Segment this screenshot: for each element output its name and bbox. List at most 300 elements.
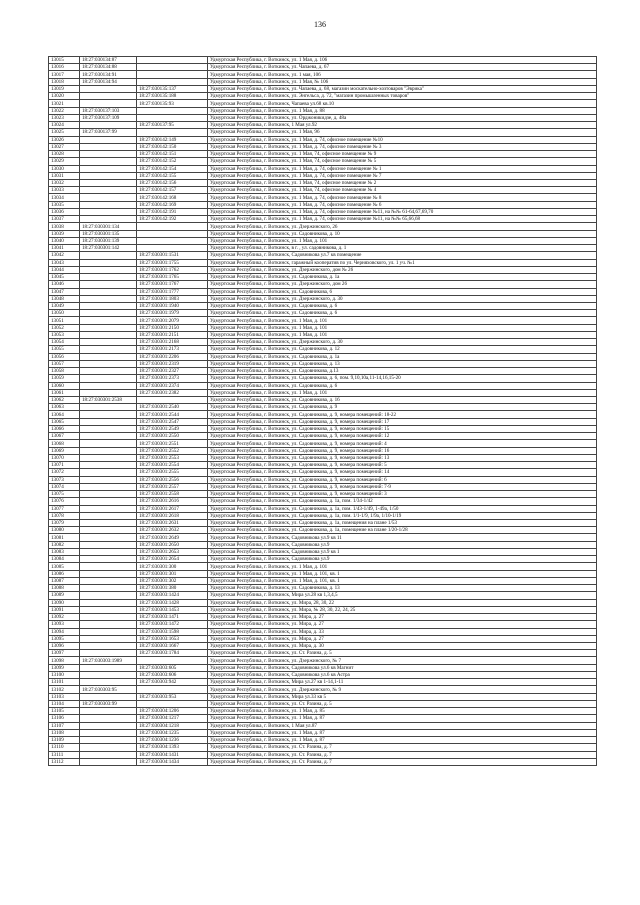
address-cell: Удмуртская Республика, г. Воткинск, Садовникова ул.6 кв Магнит <box>208 664 597 671</box>
land-cadastral-number-cell <box>80 310 137 317</box>
row-number-cell: 13062 <box>49 397 80 404</box>
building-cadastral-number-cell: 18:27:030301:2632 <box>137 527 208 534</box>
row-number-cell: 13057 <box>49 360 80 367</box>
land-cadastral-number-cell <box>80 187 137 194</box>
land-cadastral-number-cell <box>80 252 137 259</box>
table-row <box>49 520 597 527</box>
address-cell: Удмуртская Республика, г. Воткинск, ул. 1 Мая, д. 88 <box>208 107 597 114</box>
table-row <box>49 505 597 512</box>
land-cadastral-number-cell <box>80 425 137 432</box>
row-number-cell: 13080 <box>49 527 80 534</box>
address-cell: Удмуртская Республика, г. Воткинск, ул. Ст. Разина, д. 7 <box>208 751 597 758</box>
table-row <box>49 635 597 642</box>
land-cadastral-number-cell <box>80 346 137 353</box>
building-cadastral-number-cell: 18:27:030303:1784 <box>137 650 208 657</box>
address-cell: Удмуртская Республика, г. Воткинск, ул. Садовникова, д. 9 <box>208 404 597 411</box>
table-row <box>49 534 597 541</box>
land-cadastral-number-cell <box>80 628 137 635</box>
land-cadastral-number-cell <box>80 592 137 599</box>
land-cadastral-number-cell <box>80 158 137 165</box>
table-row <box>49 433 597 440</box>
land-cadastral-number-cell: 18:27:030301:142 <box>80 245 137 252</box>
address-cell: Удмуртская Республика, г. Воткинск, ул. 1 Мая, 96 <box>208 129 597 136</box>
building-cadastral-number-cell: 18:27:030303:1471 <box>137 614 208 621</box>
row-number-cell: 13036 <box>49 208 80 215</box>
land-cadastral-number-cell <box>80 462 137 469</box>
address-cell: Удмуртская Республика, г. Воткинск, ул. Садовникова, д. 1а <box>208 353 597 360</box>
address-cell: Удмуртская Республика, г. Воткинск, ул. Мира, д. 30 <box>208 642 597 649</box>
land-cadastral-number-cell <box>80 454 137 461</box>
table-row <box>49 324 597 331</box>
address-cell: Удмуртская Республика, г. Воткинск, ул. Садовникова, д. 12 <box>208 346 597 353</box>
row-number-cell: 13069 <box>49 447 80 454</box>
table-row <box>49 114 597 121</box>
row-number-cell: 13016 <box>49 64 80 71</box>
table-row <box>49 295 597 302</box>
address-cell: Удмуртская Республика, г. Воткинск, ул. Чапаева, д. 67 <box>208 64 597 71</box>
address-cell: Удмуртская Республика, г. Воткинск, ул. Садовникова, 6 <box>208 288 597 295</box>
building-cadastral-number-cell: 18:27:030301:2654 <box>137 556 208 563</box>
table-row <box>49 230 597 237</box>
building-cadastral-number-cell: 18:27:030301:2553 <box>137 454 208 461</box>
land-cadastral-number-cell: 18:27:030137:103 <box>80 107 137 114</box>
land-cadastral-number-cell <box>80 165 137 172</box>
building-cadastral-number-cell: 18:27:030301:2556 <box>137 476 208 483</box>
table-row <box>49 599 597 606</box>
land-cadastral-number-cell <box>80 548 137 555</box>
table-row <box>49 512 597 519</box>
address-cell: Удмуртская Республика, г. Воткинск, ул. Орджоникидзе, д. 48а <box>208 114 597 121</box>
building-cadastral-number-cell <box>137 78 208 85</box>
table-row <box>49 491 597 498</box>
building-cadastral-number-cell: 18:27:030301:2649 <box>137 534 208 541</box>
table-row <box>49 585 597 592</box>
table-row <box>49 245 597 252</box>
land-cadastral-number-cell <box>80 744 137 751</box>
row-number-cell: 13031 <box>49 172 80 179</box>
building-cadastral-number-cell <box>137 245 208 252</box>
table-row <box>49 664 597 671</box>
land-cadastral-number-cell <box>80 708 137 715</box>
address-cell: Удмуртская Республика, г. Воткинск, ул. Мира, д. 27 <box>208 635 597 642</box>
building-cadastral-number-cell: 18:27:030301:1803 <box>137 295 208 302</box>
address-cell: Удмуртская Республика, г. Воткинск, ул. Садовникова, д. 1а, пом. 1/43-1/49, 1-49а, 1/50 <box>208 505 597 512</box>
land-cadastral-number-cell <box>80 85 137 92</box>
table-row <box>49 201 597 208</box>
address-cell: Удмуртская Республика, г. Воткинск, ул. 1 Мая, д. 87 <box>208 729 597 736</box>
building-cadastral-number-cell: 18:27:030301:2551 <box>137 440 208 447</box>
table-row <box>49 469 597 476</box>
building-cadastral-number-cell: 18:27:030301:380 <box>137 585 208 592</box>
row-number-cell: 13023 <box>49 114 80 121</box>
row-number-cell: 13053 <box>49 331 80 338</box>
address-cell: Удмуртская Республика, г. Воткинск, ул. Садовникова, д. 13 <box>208 360 597 367</box>
building-cadastral-number-cell: 18:27:030301:1765 <box>137 274 208 281</box>
table-row <box>49 331 597 338</box>
table-row <box>49 418 597 425</box>
land-cadastral-number-cell <box>80 404 137 411</box>
land-cadastral-number-cell <box>80 295 137 302</box>
table-row <box>49 382 597 389</box>
row-number-cell: 13040 <box>49 237 80 244</box>
land-cadastral-number-cell: 18:27:030134:91 <box>80 71 137 78</box>
land-cadastral-number-cell <box>80 614 137 621</box>
row-number-cell: 13039 <box>49 230 80 237</box>
building-cadastral-number-cell: 18:27:030301:1755 <box>137 259 208 266</box>
address-cell: Удмуртская Республика, г. Воткинск, ул. Садовникова, д. 1а, помещения на плане 1/53 <box>208 520 597 527</box>
table-row <box>49 751 597 758</box>
table-row <box>49 715 597 722</box>
address-cell: Удмуртская Республика, г. Воткинск, Садовникова ул.9 <box>208 541 597 548</box>
land-cadastral-number-cell <box>80 411 137 418</box>
table-row <box>49 650 597 657</box>
table-row <box>49 527 597 534</box>
row-number-cell: 13035 <box>49 201 80 208</box>
building-cadastral-number-cell: 18:27:030301:2374 <box>137 382 208 389</box>
row-number-cell: 13087 <box>49 577 80 584</box>
row-number-cell: 13025 <box>49 129 80 136</box>
building-cadastral-number-cell <box>137 700 208 707</box>
table-row <box>49 151 597 158</box>
row-number-cell: 13108 <box>49 729 80 736</box>
land-cadastral-number-cell: 18:27:030303:99 <box>80 700 137 707</box>
address-cell: Удмуртская Республика, г. Воткинск, ул. 1 мая, 106 <box>208 71 597 78</box>
land-cadastral-number-cell <box>80 324 137 331</box>
building-cadastral-number-cell: 18:27:030142:169 <box>137 201 208 208</box>
building-cadastral-number-cell: 18:27:030303:1453 <box>137 606 208 613</box>
building-cadastral-number-cell: 18:27:030301:2616 <box>137 498 208 505</box>
land-cadastral-number-cell: 18:27:030137:99 <box>80 129 137 136</box>
land-cadastral-number-cell <box>80 534 137 541</box>
building-cadastral-number-cell: 18:27:030301:2150 <box>137 324 208 331</box>
land-cadastral-number-cell: 18:27:030303:95 <box>80 686 137 693</box>
row-number-cell: 13086 <box>49 570 80 577</box>
building-cadastral-number-cell: 18:27:030303:1424 <box>137 592 208 599</box>
address-cell: Удмуртская Республика, г. Воткинск, ул. Энгельса, д. 72, "магазин промышленных товаров" <box>208 93 597 100</box>
row-number-cell: 13018 <box>49 78 80 85</box>
building-cadastral-number-cell: 18:27:030301:2540 <box>137 404 208 411</box>
land-cadastral-number-cell <box>80 469 137 476</box>
address-cell: Удмуртская Республика, г. Воткинск, ул. Мира, 28, 30, 22 <box>208 599 597 606</box>
address-cell: Удмуртская Республика, г. Воткинск, ул. Садовникова, д. 1а, пом. 1/34-1/42 <box>208 498 597 505</box>
building-cadastral-number-cell: 18:27:030301:2558 <box>137 491 208 498</box>
row-number-cell: 13041 <box>49 245 80 252</box>
land-cadastral-number-cell <box>80 679 137 686</box>
address-cell: Удмуртская Республика, г. Воткинск, ул. Мира, д. 33 <box>208 628 597 635</box>
row-number-cell: 13019 <box>49 85 80 92</box>
building-cadastral-number-cell: 18:27:030135:93 <box>137 100 208 107</box>
row-number-cell: 13076 <box>49 498 80 505</box>
row-number-cell: 13081 <box>49 534 80 541</box>
address-cell: Удмуртская Республика, г. Воткинск, ул. 1 Мая, д. 101 <box>208 331 597 338</box>
property-register-table <box>48 56 597 766</box>
address-cell: Удмуртская Республика, г. Воткинск, Садовникова ул.9 <box>208 556 597 563</box>
table-row <box>49 281 597 288</box>
row-number-cell: 13079 <box>49 520 80 527</box>
address-cell: Удмуртская Республика, г. Воткинск, ул. Дзержинского, № 7 <box>208 657 597 664</box>
building-cadastral-number-cell: 18:27:030142:154 <box>137 165 208 172</box>
address-cell: Удмуртская Республика, г. Воткинск, Садовникова ул.9 кв 11 <box>208 534 597 541</box>
table-row <box>49 302 597 309</box>
table-row <box>49 404 597 411</box>
address-cell: Удмуртская Республика, г. Воткинск, ул. 1 Мая, д. 74, офисное помещение № 7 <box>208 172 597 179</box>
building-cadastral-number-cell: 18:27:030303:1472 <box>137 621 208 628</box>
row-number-cell: 13071 <box>49 462 80 469</box>
address-cell: Удмуртская Республика, г. Воткинск, ул. Садовникова, д. 10 <box>208 230 597 237</box>
address-cell: Удмуртская Республика, г. Воткинск, ул. 1 Мая, д. 101 <box>208 237 597 244</box>
building-cadastral-number-cell: 18:27:030304:1393 <box>137 744 208 751</box>
address-cell: Удмуртская Республика, г. Воткинск, ул. Чапаева, д. 68, магазин москательно-хозтоваров "Эврика" <box>208 85 597 92</box>
building-cadastral-number-cell: 18:27:030301:2544 <box>137 411 208 418</box>
row-number-cell: 13050 <box>49 310 80 317</box>
land-cadastral-number-cell <box>80 274 137 281</box>
row-number-cell: 13093 <box>49 621 80 628</box>
table-row <box>49 476 597 483</box>
table-row <box>49 606 597 613</box>
address-cell: Удмуртская Республика, г. Воткинск, ул. Садовникова, д. 1а, пом. 1/1-1/9, 1/9а, 1/10-1/19 <box>208 512 597 519</box>
table-row <box>49 165 597 172</box>
address-cell: Удмуртская Республика, г. Воткинск, ул. Садовникова, д. 9, номера помещений: 4 <box>208 440 597 447</box>
row-number-cell: 13074 <box>49 483 80 490</box>
address-cell: Удмуртская Республика, г. Воткинск, ул. Садовникова, д. 6 <box>208 302 597 309</box>
land-cadastral-number-cell <box>80 491 137 498</box>
row-number-cell: 13059 <box>49 375 80 382</box>
building-cadastral-number-cell: 18:27:030304:1217 <box>137 715 208 722</box>
row-number-cell: 13044 <box>49 266 80 273</box>
row-number-cell: 13084 <box>49 556 80 563</box>
table-row <box>49 129 597 136</box>
table-row <box>49 85 597 92</box>
land-cadastral-number-cell <box>80 288 137 295</box>
table-row <box>49 541 597 548</box>
row-number-cell: 13033 <box>49 187 80 194</box>
table-row <box>49 462 597 469</box>
land-cadastral-number-cell <box>80 259 137 266</box>
address-cell: Удмуртская Республика, г. Воткинск, ул. Дзержинского, 26 <box>208 223 597 230</box>
table-row <box>49 71 597 78</box>
table-row <box>49 179 597 186</box>
row-number-cell: 13083 <box>49 548 80 555</box>
land-cadastral-number-cell: 18:27:030134:94 <box>80 78 137 85</box>
table-row <box>49 375 597 382</box>
land-cadastral-number-cell <box>80 570 137 577</box>
table-row <box>49 570 597 577</box>
address-cell: Удмуртская Республика, г. Воткинск, ул. 1 Мая, 74, офисное помещение № 2 <box>208 179 597 186</box>
table-row <box>49 172 597 179</box>
land-cadastral-number-cell: 18:27:030303:1989 <box>80 657 137 664</box>
row-number-cell: 13107 <box>49 722 80 729</box>
land-cadastral-number-cell <box>80 599 137 606</box>
row-number-cell: 13052 <box>49 324 80 331</box>
land-cadastral-number-cell <box>80 563 137 570</box>
row-number-cell: 13101 <box>49 679 80 686</box>
building-cadastral-number-cell: 18:27:030303:606 <box>137 671 208 678</box>
row-number-cell: 13063 <box>49 404 80 411</box>
land-cadastral-number-cell <box>80 100 137 107</box>
row-number-cell: 13042 <box>49 252 80 259</box>
land-cadastral-number-cell <box>80 317 137 324</box>
row-number-cell: 13015 <box>49 57 80 64</box>
table-body <box>49 57 597 766</box>
row-number-cell: 13046 <box>49 281 80 288</box>
address-cell: Удмуртская Республика, г. Воткинск, ул. 1 Мая, 74, офисное помещение № 9 <box>208 151 597 158</box>
address-cell: Удмуртская Республика, г. Воткинск, ул. Дзержинского, дом № 26 <box>208 266 597 273</box>
building-cadastral-number-cell: 18:27:030301:2554 <box>137 462 208 469</box>
building-cadastral-number-cell <box>137 107 208 114</box>
address-cell: Удмуртская Республика, г. Воткинск, Мира ул.33 кв 5 <box>208 693 597 700</box>
row-number-cell: 13088 <box>49 585 80 592</box>
land-cadastral-number-cell <box>80 208 137 215</box>
table-row <box>49 100 597 107</box>
building-cadastral-number-cell: 18:27:030142:155 <box>137 172 208 179</box>
table-row <box>49 274 597 281</box>
address-cell: Удмуртская Республика, г. Воткинск, ул. Садовникова, д. 16 <box>208 397 597 404</box>
row-number-cell: 13051 <box>49 317 80 324</box>
table-row <box>49 737 597 744</box>
table-row <box>49 216 597 223</box>
row-number-cell: 13068 <box>49 440 80 447</box>
building-cadastral-number-cell: 18:27:030301:300 <box>137 563 208 570</box>
address-cell: Удмуртская Республика, г. Воткинск, ул. 1 Мая, д. 101 <box>208 389 597 396</box>
row-number-cell: 13034 <box>49 194 80 201</box>
land-cadastral-number-cell <box>80 527 137 534</box>
address-cell: Удмуртская Республика, г. Воткинск, Садовникова ул.6 кв Астра <box>208 671 597 678</box>
row-number-cell: 13065 <box>49 418 80 425</box>
table-row <box>49 758 597 765</box>
land-cadastral-number-cell <box>80 389 137 396</box>
land-cadastral-number-cell: 18:27:030301:135 <box>80 230 137 237</box>
row-number-cell: 13029 <box>49 158 80 165</box>
building-cadastral-number-cell: 18:27:030142:149 <box>137 136 208 143</box>
building-cadastral-number-cell: 18:27:030303:1653 <box>137 635 208 642</box>
address-cell: Удмуртская Республика, г. Воткинск, в г. , ул. садовникова, д. 1 <box>208 245 597 252</box>
address-cell: Удмуртская Республика, г. Воткинск, ул. Садовникова, д. 9, номера помещений: 18-22 <box>208 411 597 418</box>
row-number-cell: 13075 <box>49 491 80 498</box>
row-number-cell: 13112 <box>49 758 80 765</box>
building-cadastral-number-cell <box>137 129 208 136</box>
land-cadastral-number-cell <box>80 368 137 375</box>
land-cadastral-number-cell: 18:27:030301:139 <box>80 237 137 244</box>
table-row <box>49 411 597 418</box>
table-row <box>49 266 597 273</box>
land-cadastral-number-cell <box>80 194 137 201</box>
row-number-cell: 13111 <box>49 751 80 758</box>
land-cadastral-number-cell <box>80 201 137 208</box>
building-cadastral-number-cell: 18:27:030304:1434 <box>137 758 208 765</box>
table-row <box>49 339 597 346</box>
row-number-cell: 13049 <box>49 302 80 309</box>
address-cell: Удмуртская Республика, г. Воткинск, ул. Мира, д. 27 <box>208 614 597 621</box>
land-cadastral-number-cell <box>80 172 137 179</box>
address-cell: Удмуртская Республика, г. Воткинск, ул. Садовникова, д. 9, номера помещений: 15 <box>208 425 597 432</box>
row-number-cell: 13078 <box>49 512 80 519</box>
land-cadastral-number-cell <box>80 505 137 512</box>
building-cadastral-number-cell: 18:27:030301:1767 <box>137 281 208 288</box>
land-cadastral-number-cell <box>80 635 137 642</box>
table-row <box>49 368 597 375</box>
building-cadastral-number-cell: 18:27:030135:137 <box>137 85 208 92</box>
table-row <box>49 208 597 215</box>
address-cell: Удмуртская Республика, г. Воткинск, ул. 1 Мая, д. 74, офисное помещение № 8 <box>208 194 597 201</box>
row-number-cell: 13096 <box>49 642 80 649</box>
address-cell: Удмуртская Республика, г. Воткинск, 1 Мая ул.92 <box>208 122 597 129</box>
building-cadastral-number-cell: 18:27:030301:1531 <box>137 252 208 259</box>
building-cadastral-number-cell: 18:27:030301:2151 <box>137 331 208 338</box>
land-cadastral-number-cell <box>80 621 137 628</box>
building-cadastral-number-cell: 18:27:030303:942 <box>137 679 208 686</box>
address-cell: Удмуртская Республика, г. Воткинск, ул. Садовникова, д. 9, номера помещений: 14 <box>208 469 597 476</box>
building-cadastral-number-cell: 18:27:030301:2650 <box>137 541 208 548</box>
building-cadastral-number-cell <box>137 223 208 230</box>
building-cadastral-number-cell: 18:27:030304:1431 <box>137 751 208 758</box>
row-number-cell: 13073 <box>49 476 80 483</box>
building-cadastral-number-cell: 18:27:030301:2173 <box>137 346 208 353</box>
address-cell: Удмуртская Республика, г. Воткинск, ул. 1 Мая, д. 74, офисное помещение № 6 <box>208 201 597 208</box>
table-row <box>49 252 597 259</box>
address-cell: Удмуртская Республика, г. Воткинск, ул. Садовникова, д. 9, номера помещений: 16 <box>208 447 597 454</box>
table-row <box>49 353 597 360</box>
table-row <box>49 614 597 621</box>
address-cell: Удмуртская Республика, г. Воткинск, ул. Садовникова, д. 9, номера помещений: 5 <box>208 462 597 469</box>
building-cadastral-number-cell: 18:27:030301:302 <box>137 577 208 584</box>
land-cadastral-number-cell <box>80 693 137 700</box>
building-cadastral-number-cell: 18:27:030301:2382 <box>137 389 208 396</box>
address-cell: Удмуртская Республика, г. Воткинск, Чапаева ул.68 кв.10 <box>208 100 597 107</box>
land-cadastral-number-cell <box>80 520 137 527</box>
building-cadastral-number-cell: 18:27:030301:1940 <box>137 302 208 309</box>
address-cell: Удмуртская Республика, г. Воткинск, ул. 1 Мая, д. 85 <box>208 708 597 715</box>
address-cell: Удмуртская Республика, г. Воткинск, ул. Садовникова, д. 9, номера помещений: 12 <box>208 433 597 440</box>
address-cell: Удмуртская Республика, г. Воткинск, ул. 1 Мая, д. 101 <box>208 324 597 331</box>
table-row <box>49 447 597 454</box>
row-number-cell: 13110 <box>49 744 80 751</box>
row-number-cell: 13099 <box>49 664 80 671</box>
land-cadastral-number-cell <box>80 179 137 186</box>
land-cadastral-number-cell: 18:27:030137:109 <box>80 114 137 121</box>
building-cadastral-number-cell: 18:27:030304:1236 <box>137 737 208 744</box>
row-number-cell: 13020 <box>49 93 80 100</box>
land-cadastral-number-cell <box>80 433 137 440</box>
row-number-cell: 13032 <box>49 179 80 186</box>
building-cadastral-number-cell: 18:27:030142:156 <box>137 179 208 186</box>
address-cell: Удмуртская Республика, г. Воткинск, ул. 1 Мая, д. 74, офисное помещение №10 <box>208 136 597 143</box>
table-row <box>49 693 597 700</box>
table-row <box>49 592 597 599</box>
table-row <box>49 136 597 143</box>
address-cell: Удмуртская Республика, г. Воткинск, ул. Ст. Разина, д. 7 <box>208 744 597 751</box>
land-cadastral-number-cell <box>80 751 137 758</box>
address-cell: Удмуртская Республика, г. Воткинск, ул. Дзержинского, дом 26 <box>208 281 597 288</box>
table-row <box>49 621 597 628</box>
row-number-cell: 13066 <box>49 425 80 432</box>
table-row <box>49 288 597 295</box>
table-row <box>49 93 597 100</box>
row-number-cell: 13105 <box>49 708 80 715</box>
building-cadastral-number-cell: 18:27:030142:150 <box>137 143 208 150</box>
building-cadastral-number-cell: 18:27:030301:2547 <box>137 418 208 425</box>
address-cell: Удмуртская Республика, г. Воткинск, ул. 1 Мая, д. 87 <box>208 737 597 744</box>
building-cadastral-number-cell <box>137 64 208 71</box>
row-number-cell: 13038 <box>49 223 80 230</box>
row-number-cell: 13058 <box>49 368 80 375</box>
land-cadastral-number-cell <box>80 281 137 288</box>
land-cadastral-number-cell <box>80 122 137 129</box>
building-cadastral-number-cell <box>137 230 208 237</box>
land-cadastral-number-cell <box>80 216 137 223</box>
land-cadastral-number-cell <box>80 418 137 425</box>
address-cell: Удмуртская Республика, г. Воткинск, ул. Дзержинского, д. 30 <box>208 339 597 346</box>
building-cadastral-number-cell: 18:27:030142:192 <box>137 216 208 223</box>
